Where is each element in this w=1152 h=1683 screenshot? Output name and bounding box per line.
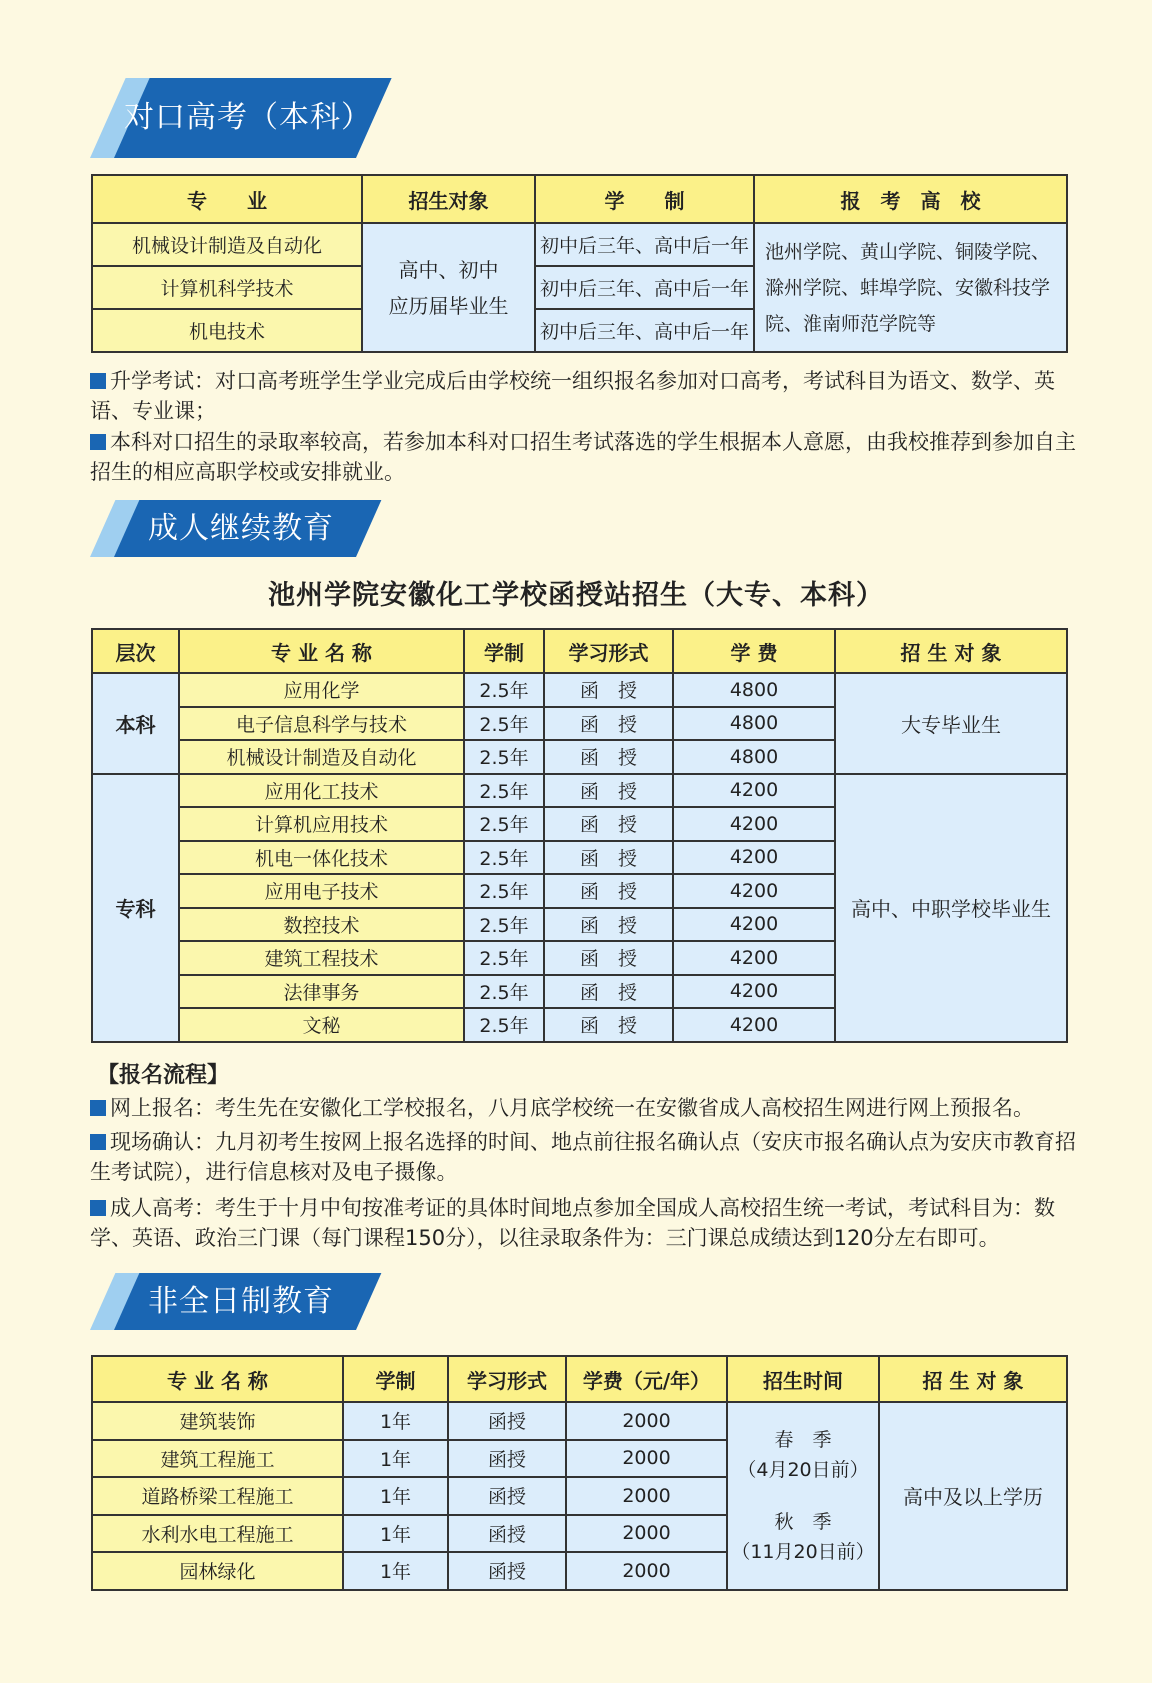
note-2: 本科对口招生的录取率较高，若参加本科对口招生考试落选的学生根据本人意愿，由我校推荐到参加自主招生的相应高职学校或安排就业。 xyxy=(90,430,1076,484)
section-title: 对口高考（本科） xyxy=(124,100,372,135)
form-cell: 函 授 xyxy=(544,740,673,774)
years-cell: 2.5年 xyxy=(464,1008,544,1042)
fee-cell: 4200 xyxy=(673,841,835,875)
bullet-square-icon xyxy=(90,373,106,389)
fee-cell: 4800 xyxy=(673,740,835,774)
years-cell: 1年 xyxy=(343,1402,448,1440)
major-cell: 机械设计制造及自动化 xyxy=(92,223,362,266)
years-cell: 2.5年 xyxy=(464,908,544,942)
major-cell: 文秘 xyxy=(179,1008,464,1042)
major-cell: 建筑装饰 xyxy=(92,1402,343,1440)
header-time: 招生时间 xyxy=(727,1356,879,1402)
adult-edu-table xyxy=(91,628,1068,1043)
section-banner-chengren xyxy=(90,500,370,557)
time-cell xyxy=(727,1402,879,1590)
form-cell: 函 授 xyxy=(544,707,673,741)
major-cell: 电子信息科学与技术 xyxy=(179,707,464,741)
form-cell: 函 授 xyxy=(544,673,673,707)
process-title: 【报名流程】 xyxy=(97,1063,230,1088)
fee-cell: 2000 xyxy=(566,1440,727,1478)
years-cell: 2.5年 xyxy=(464,740,544,774)
fee-cell: 4200 xyxy=(673,874,835,908)
major-cell: 园林绿化 xyxy=(92,1552,343,1590)
major-cell: 计算机科学技术 xyxy=(92,266,362,309)
header-duration: 学 制 xyxy=(535,175,754,223)
years-cell: 2.5年 xyxy=(464,874,544,908)
header-fee: 学费（元/年） xyxy=(566,1356,727,1402)
major-cell: 建筑工程技术 xyxy=(179,941,464,975)
form-cell: 函授 xyxy=(448,1402,566,1440)
fee-cell: 4200 xyxy=(673,941,835,975)
fee-cell: 4200 xyxy=(673,807,835,841)
header-form: 学习形式 xyxy=(544,629,673,673)
section-banner-duikou xyxy=(90,78,370,158)
years-cell: 1年 xyxy=(343,1515,448,1553)
fee-cell: 2000 xyxy=(566,1402,727,1440)
header-form: 学习形式 xyxy=(448,1356,566,1402)
major-cell: 法律事务 xyxy=(179,975,464,1009)
major-cell: 应用化工技术 xyxy=(179,774,464,808)
major-cell: 道路桥梁工程施工 xyxy=(92,1477,343,1515)
time-spring: 春 季 xyxy=(774,1428,832,1451)
header-years: 学制 xyxy=(343,1356,448,1402)
form-cell: 函 授 xyxy=(544,1008,673,1042)
fee-cell: 2000 xyxy=(566,1552,727,1590)
fee-cell: 2000 xyxy=(566,1477,727,1515)
header-fee: 学 费 xyxy=(673,629,835,673)
fee-cell: 2000 xyxy=(566,1515,727,1553)
fee-cell: 4800 xyxy=(673,707,835,741)
bullet-square-icon xyxy=(90,434,106,450)
fee-cell: 4200 xyxy=(673,975,835,1009)
subtitle: 池州学院安徽化工学校函授站招生（大专、本科） xyxy=(268,580,884,611)
years-cell: 2.5年 xyxy=(464,774,544,808)
colleges-cell: 池州学院、黄山学院、铜陵学院、滁州学院、蚌埠学院、安徽科技学院、淮南师范学院等 xyxy=(754,223,1067,352)
process-3: 成人高考：考生于十月中旬按准考证的具体时间地点参加全国成人高校招生统一考试，考试科目为：数学、英语、政治三门课（每门课程150分），以往录取条件为：三门课总成绩达到120分左右即可。 xyxy=(90,1196,1055,1250)
note-1: 升学考试：对口高考班学生学业完成后由学校统一组织报名参加对口高考，考试科目为语文、数学、英语、专业课； xyxy=(90,369,1055,423)
target-cell: 高中、中职学校毕业生 xyxy=(835,774,1067,1042)
time-autumn-date: （11月20日前） xyxy=(731,1540,875,1563)
duration-cell: 初中后三年、高中后一年 xyxy=(535,266,754,309)
major-cell: 水利水电工程施工 xyxy=(92,1515,343,1553)
section-banner-feiquanrizhi xyxy=(90,1273,370,1330)
fee-cell: 4200 xyxy=(673,1008,835,1042)
header-level: 层次 xyxy=(92,629,179,673)
bullet-square-icon xyxy=(90,1100,106,1116)
years-cell: 2.5年 xyxy=(464,841,544,875)
duration-cell: 初中后三年、高中后一年 xyxy=(535,223,754,266)
level-cell: 本科 xyxy=(92,673,179,774)
form-cell: 函 授 xyxy=(544,841,673,875)
years-cell: 1年 xyxy=(343,1477,448,1515)
header-colleges: 报 考 高 校 xyxy=(754,175,1067,223)
section-title: 非全日制教育 xyxy=(148,1284,334,1319)
header-target: 招生对象 xyxy=(362,175,535,223)
form-cell: 函 授 xyxy=(544,774,673,808)
form-cell: 函 授 xyxy=(544,807,673,841)
duikou-table xyxy=(91,174,1068,353)
years-cell: 1年 xyxy=(343,1440,448,1478)
header-major: 专 业 xyxy=(92,175,362,223)
major-cell: 计算机应用技术 xyxy=(179,807,464,841)
duration-cell: 初中后三年、高中后一年 xyxy=(535,309,754,352)
section-title: 成人继续教育 xyxy=(148,511,334,546)
form-cell: 函授 xyxy=(448,1440,566,1478)
part-time-table xyxy=(91,1355,1068,1591)
table-row xyxy=(92,1402,1067,1440)
form-cell: 函 授 xyxy=(544,874,673,908)
time-autumn: 秋 季 xyxy=(774,1510,832,1533)
form-cell: 函授 xyxy=(448,1552,566,1590)
major-cell: 机电一体化技术 xyxy=(179,841,464,875)
target-cell: 高中、初中 应历届毕业生 xyxy=(362,223,535,352)
table-row xyxy=(92,673,1067,707)
major-cell: 机电技术 xyxy=(92,309,362,352)
form-cell: 函授 xyxy=(448,1515,566,1553)
major-cell: 机械设计制造及自动化 xyxy=(179,740,464,774)
major-cell: 应用化学 xyxy=(179,673,464,707)
fee-cell: 4800 xyxy=(673,673,835,707)
header-major: 专 业 名 称 xyxy=(92,1356,343,1402)
level-cell: 专科 xyxy=(92,774,179,1042)
major-cell: 建筑工程施工 xyxy=(92,1440,343,1478)
header-target: 招 生 对 象 xyxy=(835,629,1067,673)
years-cell: 2.5年 xyxy=(464,941,544,975)
major-cell: 应用电子技术 xyxy=(179,874,464,908)
major-cell: 数控技术 xyxy=(179,908,464,942)
fee-cell: 4200 xyxy=(673,908,835,942)
table-row xyxy=(92,774,1067,808)
years-cell: 2.5年 xyxy=(464,673,544,707)
form-cell: 函 授 xyxy=(544,908,673,942)
bullet-square-icon xyxy=(90,1134,106,1150)
years-cell: 2.5年 xyxy=(464,975,544,1009)
years-cell: 2.5年 xyxy=(464,707,544,741)
process-2: 现场确认：九月初考生按网上报名选择的时间、地点前往报名确认点（安庆市报名确认点为安庆市教育招生考试院），进行信息核对及电子摄像。 xyxy=(90,1130,1076,1184)
target-cell: 高中及以上学历 xyxy=(879,1402,1067,1590)
bullet-square-icon xyxy=(90,1200,106,1216)
header-years: 学制 xyxy=(464,629,544,673)
header-major: 专 业 名 称 xyxy=(179,629,464,673)
years-cell: 2.5年 xyxy=(464,807,544,841)
header-target: 招 生 对 象 xyxy=(879,1356,1067,1402)
fee-cell: 4200 xyxy=(673,774,835,808)
time-spring-date: （4月20日前） xyxy=(737,1458,869,1481)
form-cell: 函授 xyxy=(448,1477,566,1515)
process-1: 网上报名：考生先在安徽化工学校报名，八月底学校统一在安徽省成人高校招生网进行网上预报名。 xyxy=(90,1093,1080,1123)
form-cell: 函 授 xyxy=(544,941,673,975)
target-cell: 大专毕业生 xyxy=(835,673,1067,774)
years-cell: 1年 xyxy=(343,1552,448,1590)
form-cell: 函 授 xyxy=(544,975,673,1009)
